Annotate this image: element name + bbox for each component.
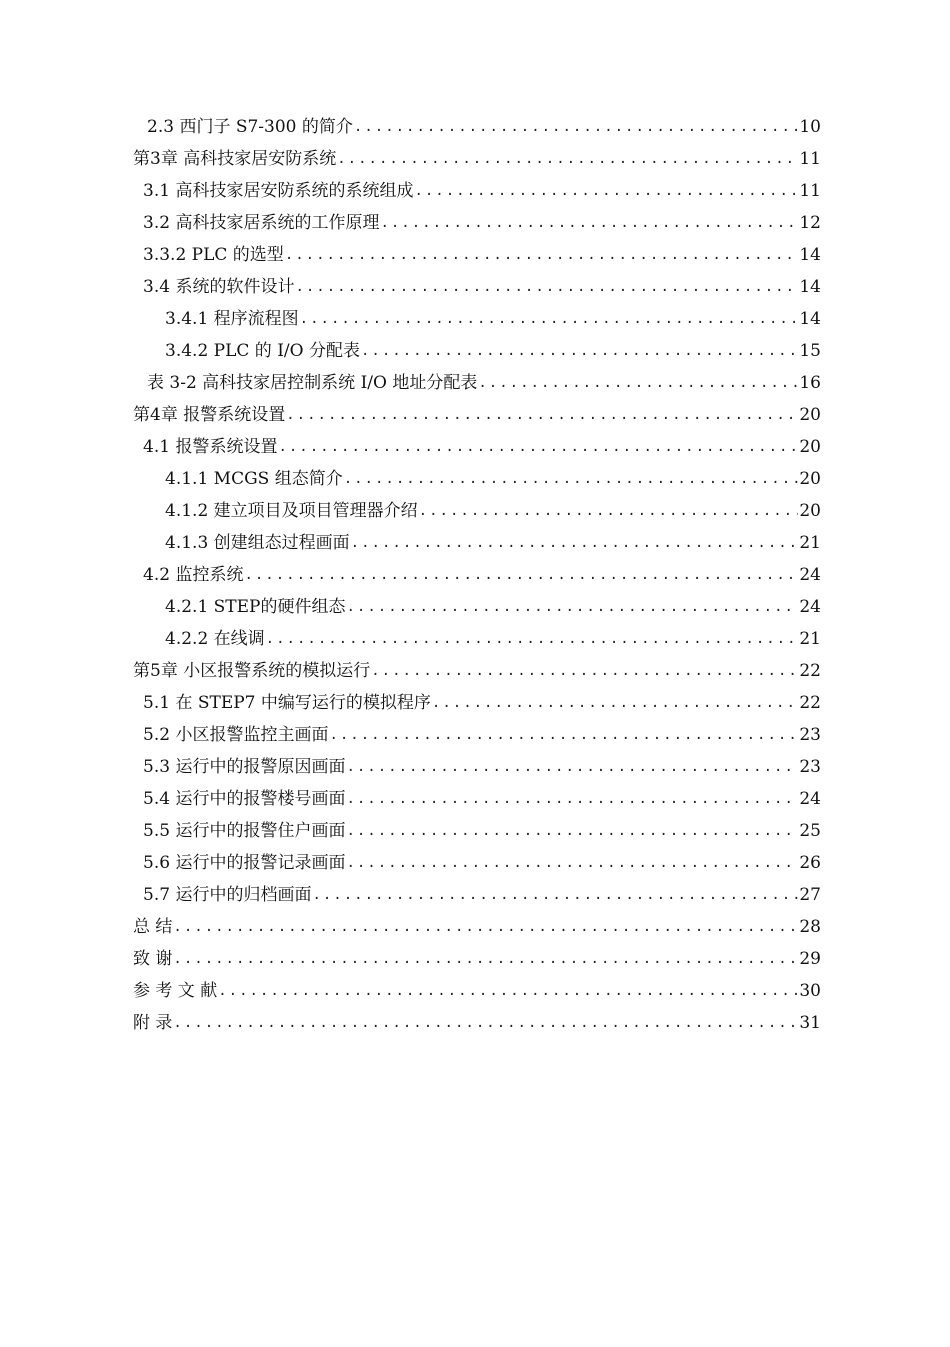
toc-entry-title: 5.3 运行中的报警原因画面 (143, 757, 346, 777)
toc-entry[interactable] (133, 653, 821, 683)
toc-entry-page: 24 (799, 565, 821, 585)
toc-entry[interactable] (165, 461, 821, 491)
toc-entry-page: 10 (799, 117, 821, 137)
toc-entry-page: 20 (799, 437, 821, 457)
toc-entry-page: 16 (799, 373, 821, 393)
toc-entry-title: 3.4.2 PLC 的 I/O 分配表 (165, 341, 360, 361)
toc-entry[interactable] (165, 589, 821, 619)
toc-entry-page: 11 (799, 149, 821, 169)
toc-entry-page: 22 (799, 661, 821, 681)
toc-entry-page: 15 (799, 341, 821, 361)
toc-leader-dots (300, 307, 799, 331)
toc-entry-page: 20 (799, 469, 821, 489)
toc-entry-title: 表 3-2 高科技家居控制系统 I/O 地址分配表 (147, 373, 478, 393)
toc-entry-title: 5.6 运行中的报警记录画面 (143, 853, 346, 873)
toc-leader-dots (286, 403, 798, 427)
toc-entry-title: 5.1 在 STEP7 中编写运行的模拟程序 (143, 693, 431, 713)
toc-entry-title: 附 录 (133, 1013, 173, 1033)
toc-entry[interactable] (133, 973, 821, 1003)
toc-leader-dots (266, 627, 799, 651)
toc-leader-dots (380, 211, 798, 235)
toc-entry[interactable] (143, 269, 821, 299)
toc-leader-dots (346, 755, 798, 779)
toc-entry-page: 14 (799, 277, 821, 297)
toc-entry-page: 20 (799, 405, 821, 425)
toc-entry-title: 参 考 文 献 (133, 981, 218, 1001)
toc-entry[interactable] (133, 1005, 821, 1035)
toc-entry-title: 4.1 报警系统设置 (143, 437, 278, 457)
toc-leader-dots (295, 275, 798, 299)
toc-entry-title: 3.2 高科技家居系统的工作原理 (143, 213, 380, 233)
toc-entry-title: 5.4 运行中的报警楼号画面 (143, 789, 346, 809)
toc-leader-dots (432, 691, 798, 715)
toc-entry[interactable] (143, 429, 821, 459)
toc-entry-title: 5.2 小区报警监控主画面 (143, 725, 329, 745)
toc-entry[interactable] (165, 525, 821, 555)
toc-entry[interactable] (165, 333, 821, 363)
toc-entry-page: 11 (799, 181, 821, 201)
toc-entry-page: 21 (799, 533, 821, 553)
toc-leader-dots (173, 1011, 798, 1035)
toc-leader-dots (244, 563, 798, 587)
toc-entry-page: 24 (799, 597, 821, 617)
toc-entry[interactable] (133, 941, 821, 971)
toc-entry-page: 28 (799, 917, 821, 937)
toc-entry[interactable] (133, 141, 821, 171)
toc-entry-page: 29 (799, 949, 821, 969)
toc-entry[interactable] (143, 237, 821, 267)
toc-entry[interactable] (165, 493, 821, 523)
toc-entry[interactable] (147, 365, 821, 395)
toc-entry-title: 第4章 报警系统设置 (133, 405, 286, 425)
toc-entry-page: 27 (799, 885, 821, 905)
toc-entry[interactable] (165, 621, 821, 651)
toc-leader-dots (354, 115, 798, 139)
toc-leader-dots (173, 915, 798, 939)
toc-entry-title: 总 结 (133, 917, 173, 937)
toc-leader-dots (419, 499, 799, 523)
toc-entry[interactable] (143, 205, 821, 235)
toc-leader-dots (218, 979, 798, 1003)
toc-leader-dots (337, 147, 798, 171)
toc-leader-dots (173, 947, 798, 971)
toc-entry-page: 14 (799, 309, 821, 329)
toc-entry[interactable] (143, 813, 821, 843)
toc-entry-title: 4.2.2 在线调 (165, 629, 265, 649)
toc-leader-dots (371, 659, 798, 683)
toc-entry[interactable] (143, 717, 821, 747)
toc-leader-dots (278, 435, 798, 459)
toc-entry-title: 4.1.2 建立项目及项目管理器介绍 (165, 501, 418, 521)
toc-entry-title: 第3章 高科技家居安防系统 (133, 149, 337, 169)
toc-entry[interactable] (165, 301, 821, 331)
toc-entry[interactable] (143, 749, 821, 779)
toc-entry-title: 3.4 系统的软件设计 (143, 277, 295, 297)
toc-entry-title: 3.3.2 PLC 的选型 (143, 245, 284, 265)
toc-entry-title: 4.2.1 STEP的硬件组态 (165, 597, 346, 617)
toc-entry-title: 致 谢 (133, 949, 173, 969)
toc-entry-title: 3.4.1 程序流程图 (165, 309, 299, 329)
toc-entry-page: 22 (799, 693, 821, 713)
toc-leader-dots (346, 851, 798, 875)
toc-entry-page: 31 (799, 1013, 821, 1033)
toc-entry-title: 4.2 监控系统 (143, 565, 244, 585)
toc-entry[interactable] (143, 173, 821, 203)
toc-entry-page: 12 (799, 213, 821, 233)
toc-entry-page: 21 (799, 629, 821, 649)
toc-entry[interactable] (133, 909, 821, 939)
toc-entry[interactable] (133, 397, 821, 427)
toc-entry-page: 23 (799, 725, 821, 745)
toc-leader-dots (478, 371, 798, 395)
toc-entry[interactable] (143, 845, 821, 875)
toc-leader-dots (351, 531, 799, 555)
toc-leader-dots (312, 883, 798, 907)
toc-entry[interactable] (147, 109, 821, 139)
toc-entry[interactable] (143, 781, 821, 811)
toc-leader-dots (346, 787, 798, 811)
toc-entry-title: 4.1.3 创建组态过程画面 (165, 533, 350, 553)
toc-entry[interactable] (143, 877, 821, 907)
toc-entry-title: 5.5 运行中的报警住户画面 (143, 821, 346, 841)
toc-entry-page: 20 (799, 501, 821, 521)
toc-entry-title: 5.7 运行中的归档画面 (143, 885, 312, 905)
toc-entry-page: 14 (799, 245, 821, 265)
toc-entry-title: 4.1.1 MCGS 组态简介 (165, 469, 343, 489)
toc-entry-title: 2.3 西门子 S7-300 的简介 (147, 117, 353, 137)
toc-leader-dots (285, 243, 799, 267)
toc-leader-dots (344, 467, 799, 491)
toc-entry[interactable] (143, 557, 821, 587)
toc-leader-dots (414, 179, 798, 203)
toc-entry-title: 3.1 高科技家居安防系统的系统组成 (143, 181, 414, 201)
toc-entry-page: 23 (799, 757, 821, 777)
toc-leader-dots (347, 595, 799, 619)
toc-entry-page: 30 (799, 981, 821, 1001)
toc-entry[interactable] (143, 685, 821, 715)
toc-entry-title: 第5章 小区报警系统的模拟运行 (133, 661, 371, 681)
toc-entry-page: 24 (799, 789, 821, 809)
toc-leader-dots (346, 819, 798, 843)
toc-leader-dots (329, 723, 798, 747)
toc-entry-page: 25 (799, 821, 821, 841)
toc-entry-page: 26 (799, 853, 821, 873)
toc-leader-dots (361, 339, 798, 363)
